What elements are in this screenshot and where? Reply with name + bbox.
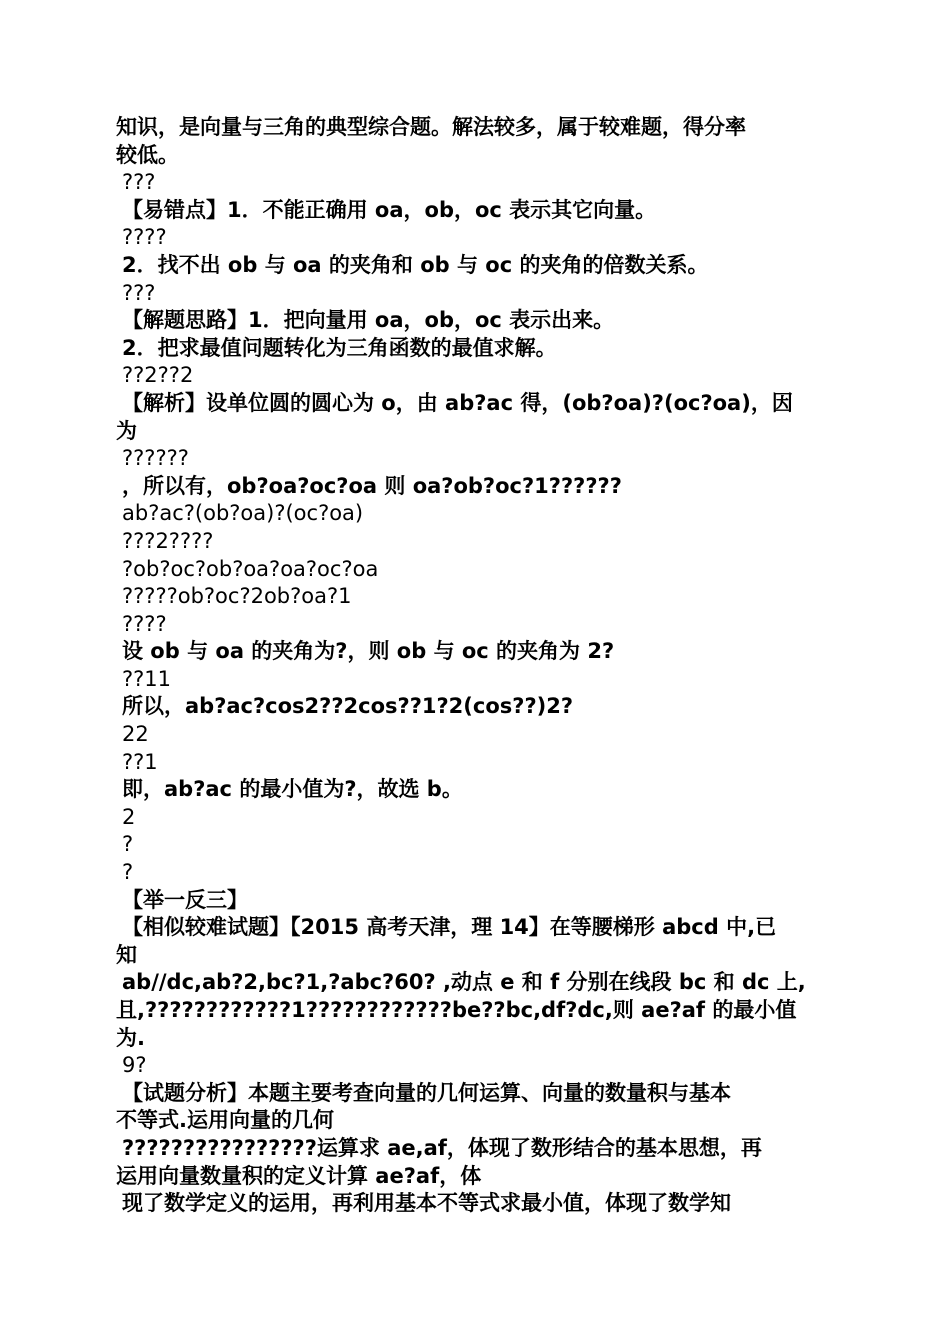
text-line: 22 <box>122 722 149 747</box>
text-line: ???2???? <box>122 528 214 553</box>
text-line: ???? <box>122 225 167 250</box>
text-line: 为 <box>116 418 137 443</box>
document-body <box>116 114 838 1218</box>
text-line: 【解题思路】1．把向量用 oa，ob，oc 表示出来。 <box>122 308 615 333</box>
text-line: 2．把求最值问题转化为三角函数的最值求解。 <box>122 335 557 360</box>
text-line: ab?ac?(ob?oa)?(oc?oa) <box>122 501 364 526</box>
text-line: 【易错点】1．不能正确用 oa，ob，oc 表示其它向量。 <box>122 197 657 222</box>
text-line: 运用向量数量积的定义计算 ae?af，体 <box>116 1163 482 1188</box>
text-line: 为. <box>116 1025 145 1050</box>
text-line: 设 ob 与 oa 的夹角为?，则 ob 与 oc 的夹角为 2? <box>122 639 615 664</box>
text-line: ? <box>122 832 134 857</box>
text-line: 较低。 <box>116 142 179 167</box>
text-line: 知 <box>116 942 137 967</box>
text-line: 所以，ab?ac?cos2??2cos??1?2(cos??)2? <box>122 694 574 719</box>
text-line: ??? <box>122 280 156 305</box>
text-line: ??? <box>122 170 156 195</box>
text-line: 9? <box>122 1053 147 1078</box>
text-line: ??2??2 <box>122 363 194 388</box>
text-line: 现了数学定义的运用，再利用基本不等式求最小值，体现了数学知 <box>122 1191 731 1216</box>
text-line: ??11 <box>122 666 172 691</box>
text-line: ?????ob?oc?2ob?oa?1 <box>122 584 352 609</box>
text-line: 2．找不出 ob 与 oa 的夹角和 ob 与 oc 的夹角的倍数关系。 <box>122 252 709 277</box>
text-line: ???? <box>122 611 167 636</box>
text-line: ??1 <box>122 749 158 774</box>
text-line: 【相似较难试题】【2015 高考天津，理 14】在等腰梯形 abcd 中,已 <box>122 915 777 940</box>
text-line: 【试题分析】本题主要考查向量的几何运算、向量的数量积与基本 <box>122 1080 731 1105</box>
text-line: 知识，是向量与三角的典型综合题。解法较多，属于较难题，得分率 <box>116 115 746 139</box>
text-line: 【解析】设单位圆的圆心为 o，由 ab?ac 得，(ob?oa)?(oc?oa)，因 <box>122 390 793 415</box>
text-line: ????????????????运算求 ae,af，体现了数形结合的基本思想，再 <box>122 1135 762 1160</box>
text-line: ab//dc,ab?2,bc?1,?abc?60? ,动点 e 和 f 分别在线段 bc 和 dc 上, <box>122 970 806 995</box>
text-line: ?????? <box>122 446 189 471</box>
text-line: 且,????????????1????????????be??bc,df?dc,则 ae?af 的最小值 <box>116 998 797 1022</box>
text-line: 不等式.运用向量的几何 <box>116 1108 334 1133</box>
text-line: ，所以有，ob?oa?oc?oa 则 oa?ob?oc?1?????? <box>122 473 622 498</box>
text-line: ?ob?oc?ob?oa?oa?oc?oa <box>122 556 379 581</box>
text-line: 即，ab?ac 的最小值为?，故选 b。 <box>122 777 463 802</box>
text-line: 【举一反三】 <box>122 887 248 912</box>
text-line: ? <box>122 860 134 885</box>
text-line: 2 <box>122 804 136 829</box>
